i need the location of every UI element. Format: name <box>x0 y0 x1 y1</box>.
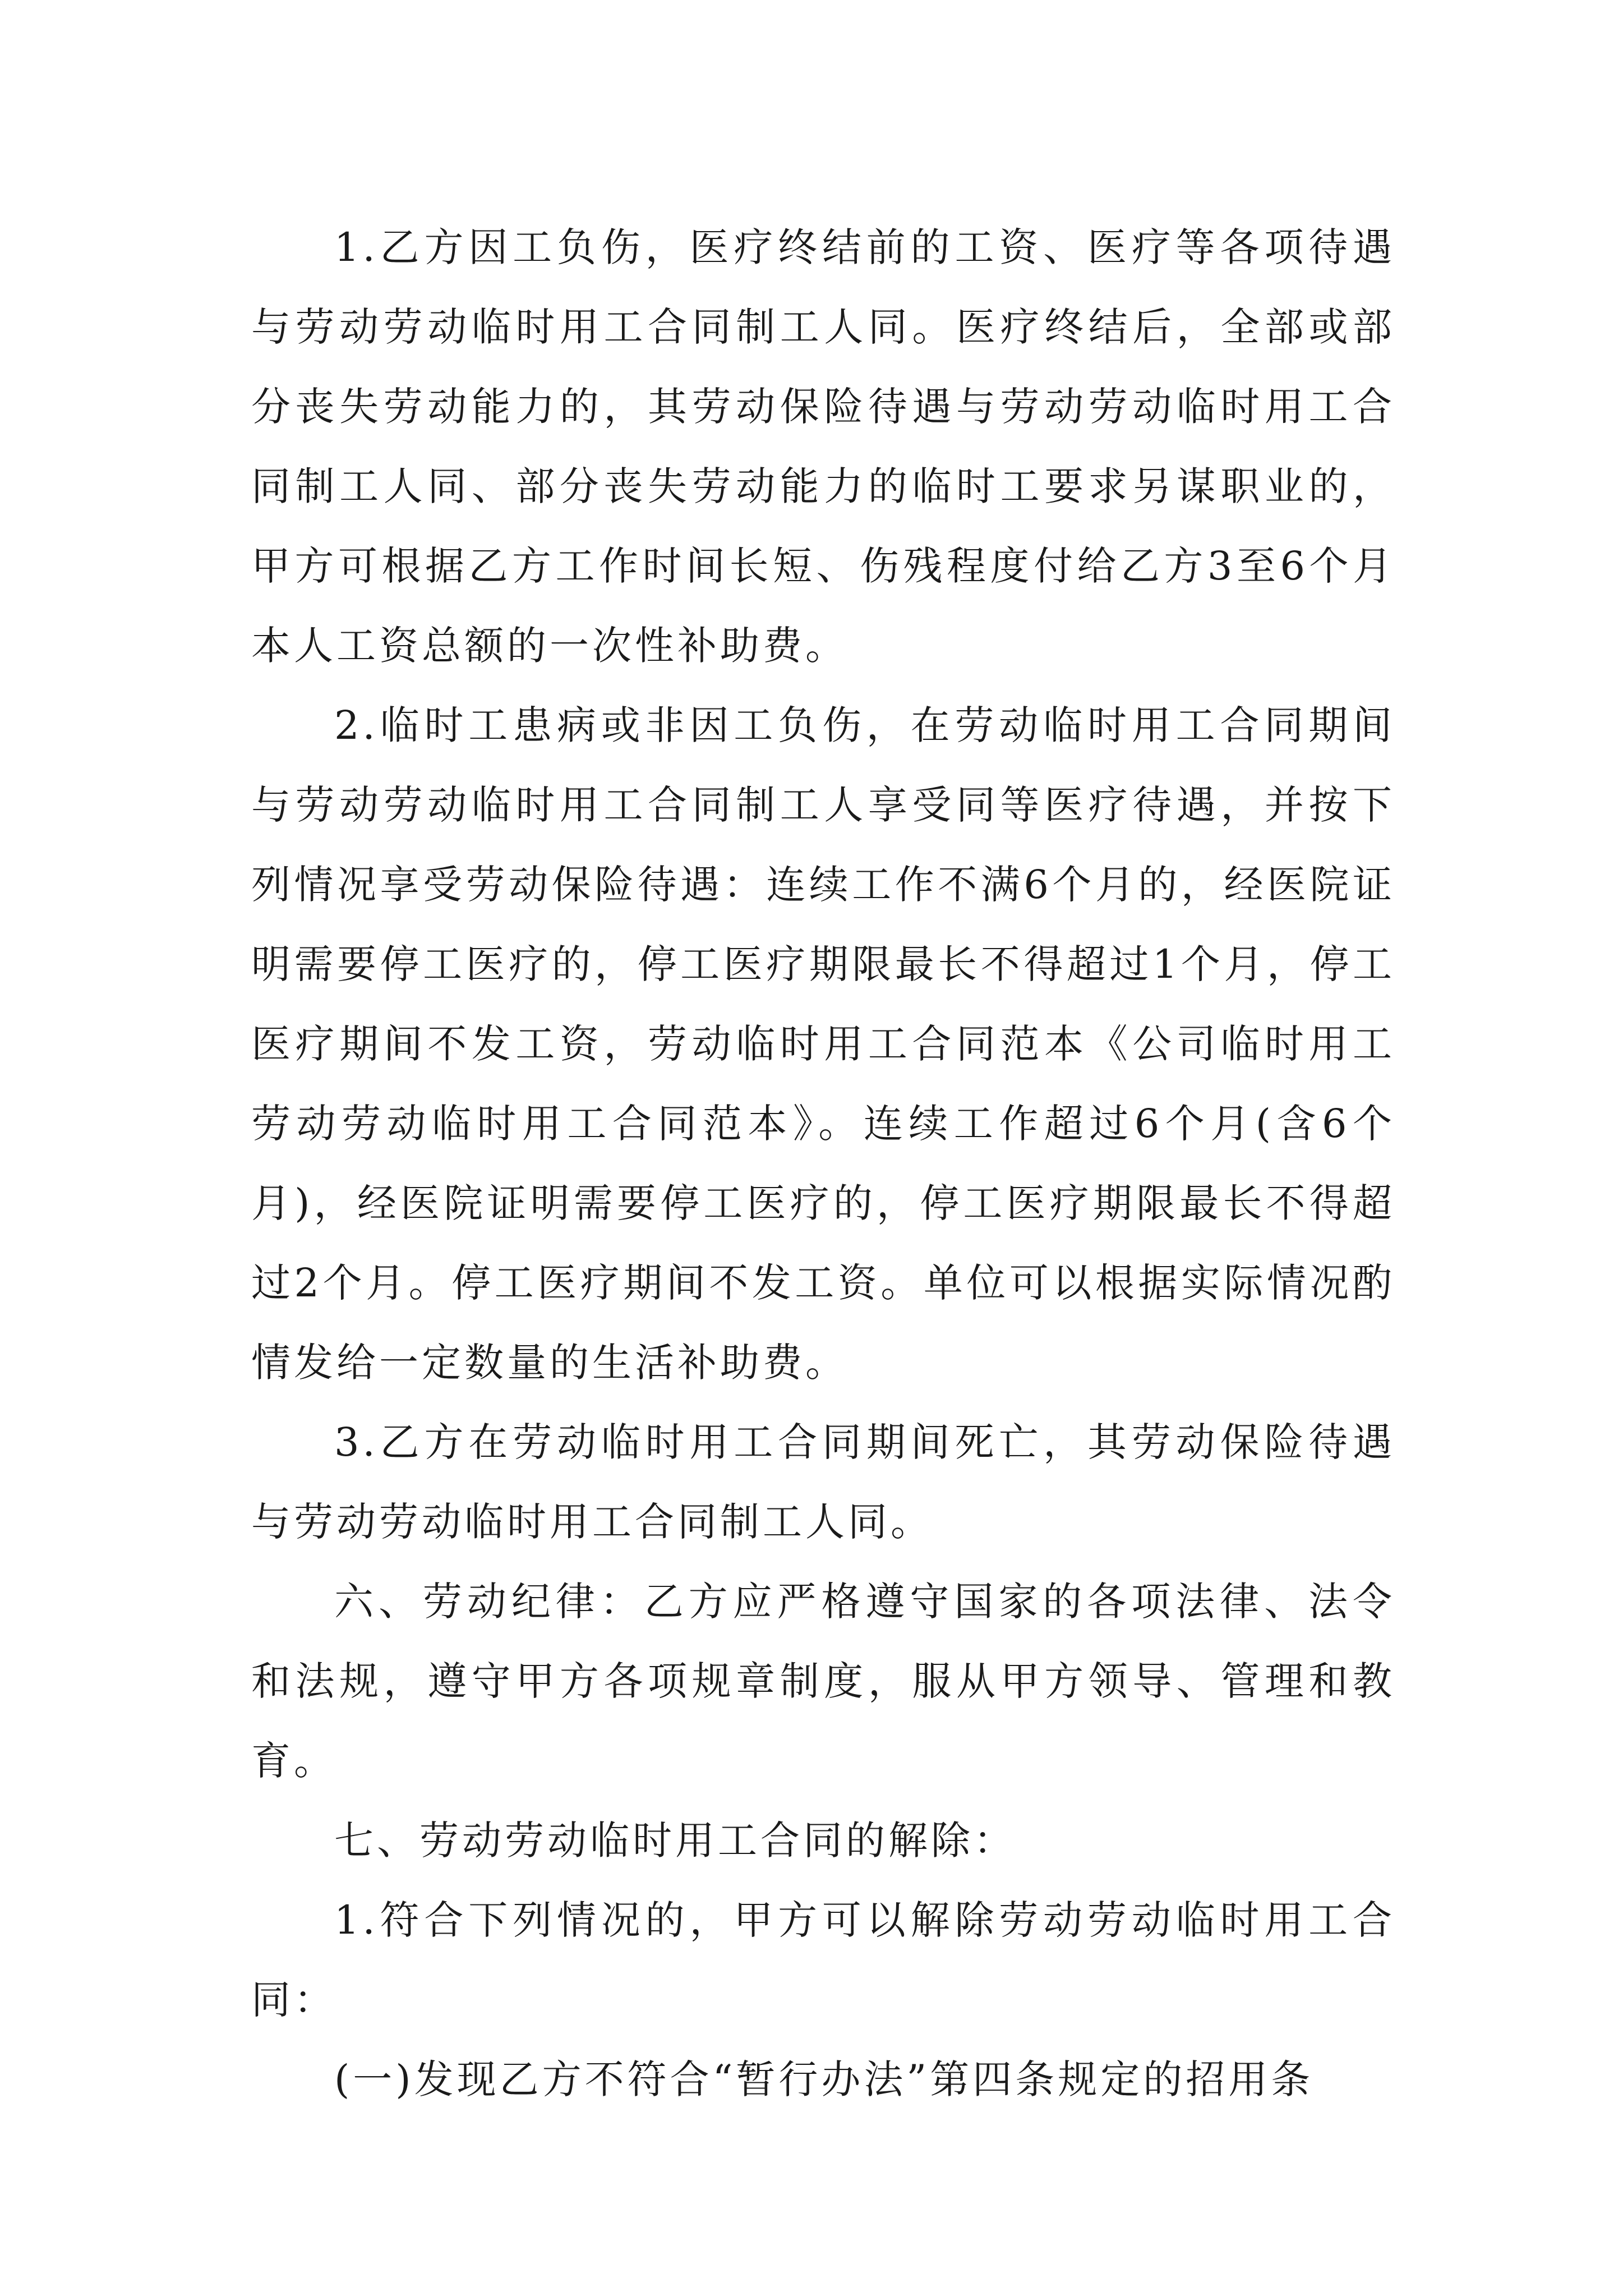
document-body <box>251 208 1395 2119</box>
paragraph-illness-benefits: 2.临时工患病或非因工负伤，在劳动临时用工合同期间与劳动劳动临时用工合同制工人享受同等医疗待遇，并按下列情况享受劳动保险待遇：连续工作不满6个月的，经医院证明需要停工医疗的，停工医疗期限最长不得超过1个月，停工医疗期间不发工资，劳动临时用工合同范本《公司临时用工劳动劳动临时用工合同范本》。连续工作超过6个月(含6个月)，经医院证明需要停工医疗的，停工医疗期限最长不得超过2个月。停工医疗期间不发工资。单位可以根据实际情况酌情发给一定数量的生活补助费。 <box>251 702 1395 1386</box>
paragraph-labor-discipline: 六、劳动纪律：乙方应严格遵守国家的各项法律、法令和法规，遵守甲方各项规章制度，服从甲方领导、管理和教育。 <box>251 1579 1395 1784</box>
paragraph-termination-conditions: 1.符合下列情况的，甲方可以解除劳动劳动临时用工合同： <box>251 1897 1395 2023</box>
heading-contract-termination: 七、劳动劳动临时用工合同的解除： <box>334 1818 1016 1864</box>
paragraph-termination-item-1: (一)发现乙方不符合“暂行办法”第四条规定的招用条 <box>334 2056 1314 2102</box>
paragraph-injury-treatment: 1.乙方因工负伤，医疗终结前的工资、医疗等各项待遇与劳动劳动临时用工合同制工人同。医疗终结后，全部或部分丧失劳动能力的，其劳动保险待遇与劳动劳动临时用工合同制工人同、部分丧失劳动能力的临时工要求另谋职业的，甲方可根据乙方工作时间长短、伤残程度付给乙方3至6个月本人工资总额的一次性补助费。 <box>251 224 1395 669</box>
paragraph-death-benefits: 3.乙方在劳动临时用工合同期间死亡，其劳动保险待遇与劳动劳动临时用工合同制工人同。 <box>251 1419 1395 1545</box>
